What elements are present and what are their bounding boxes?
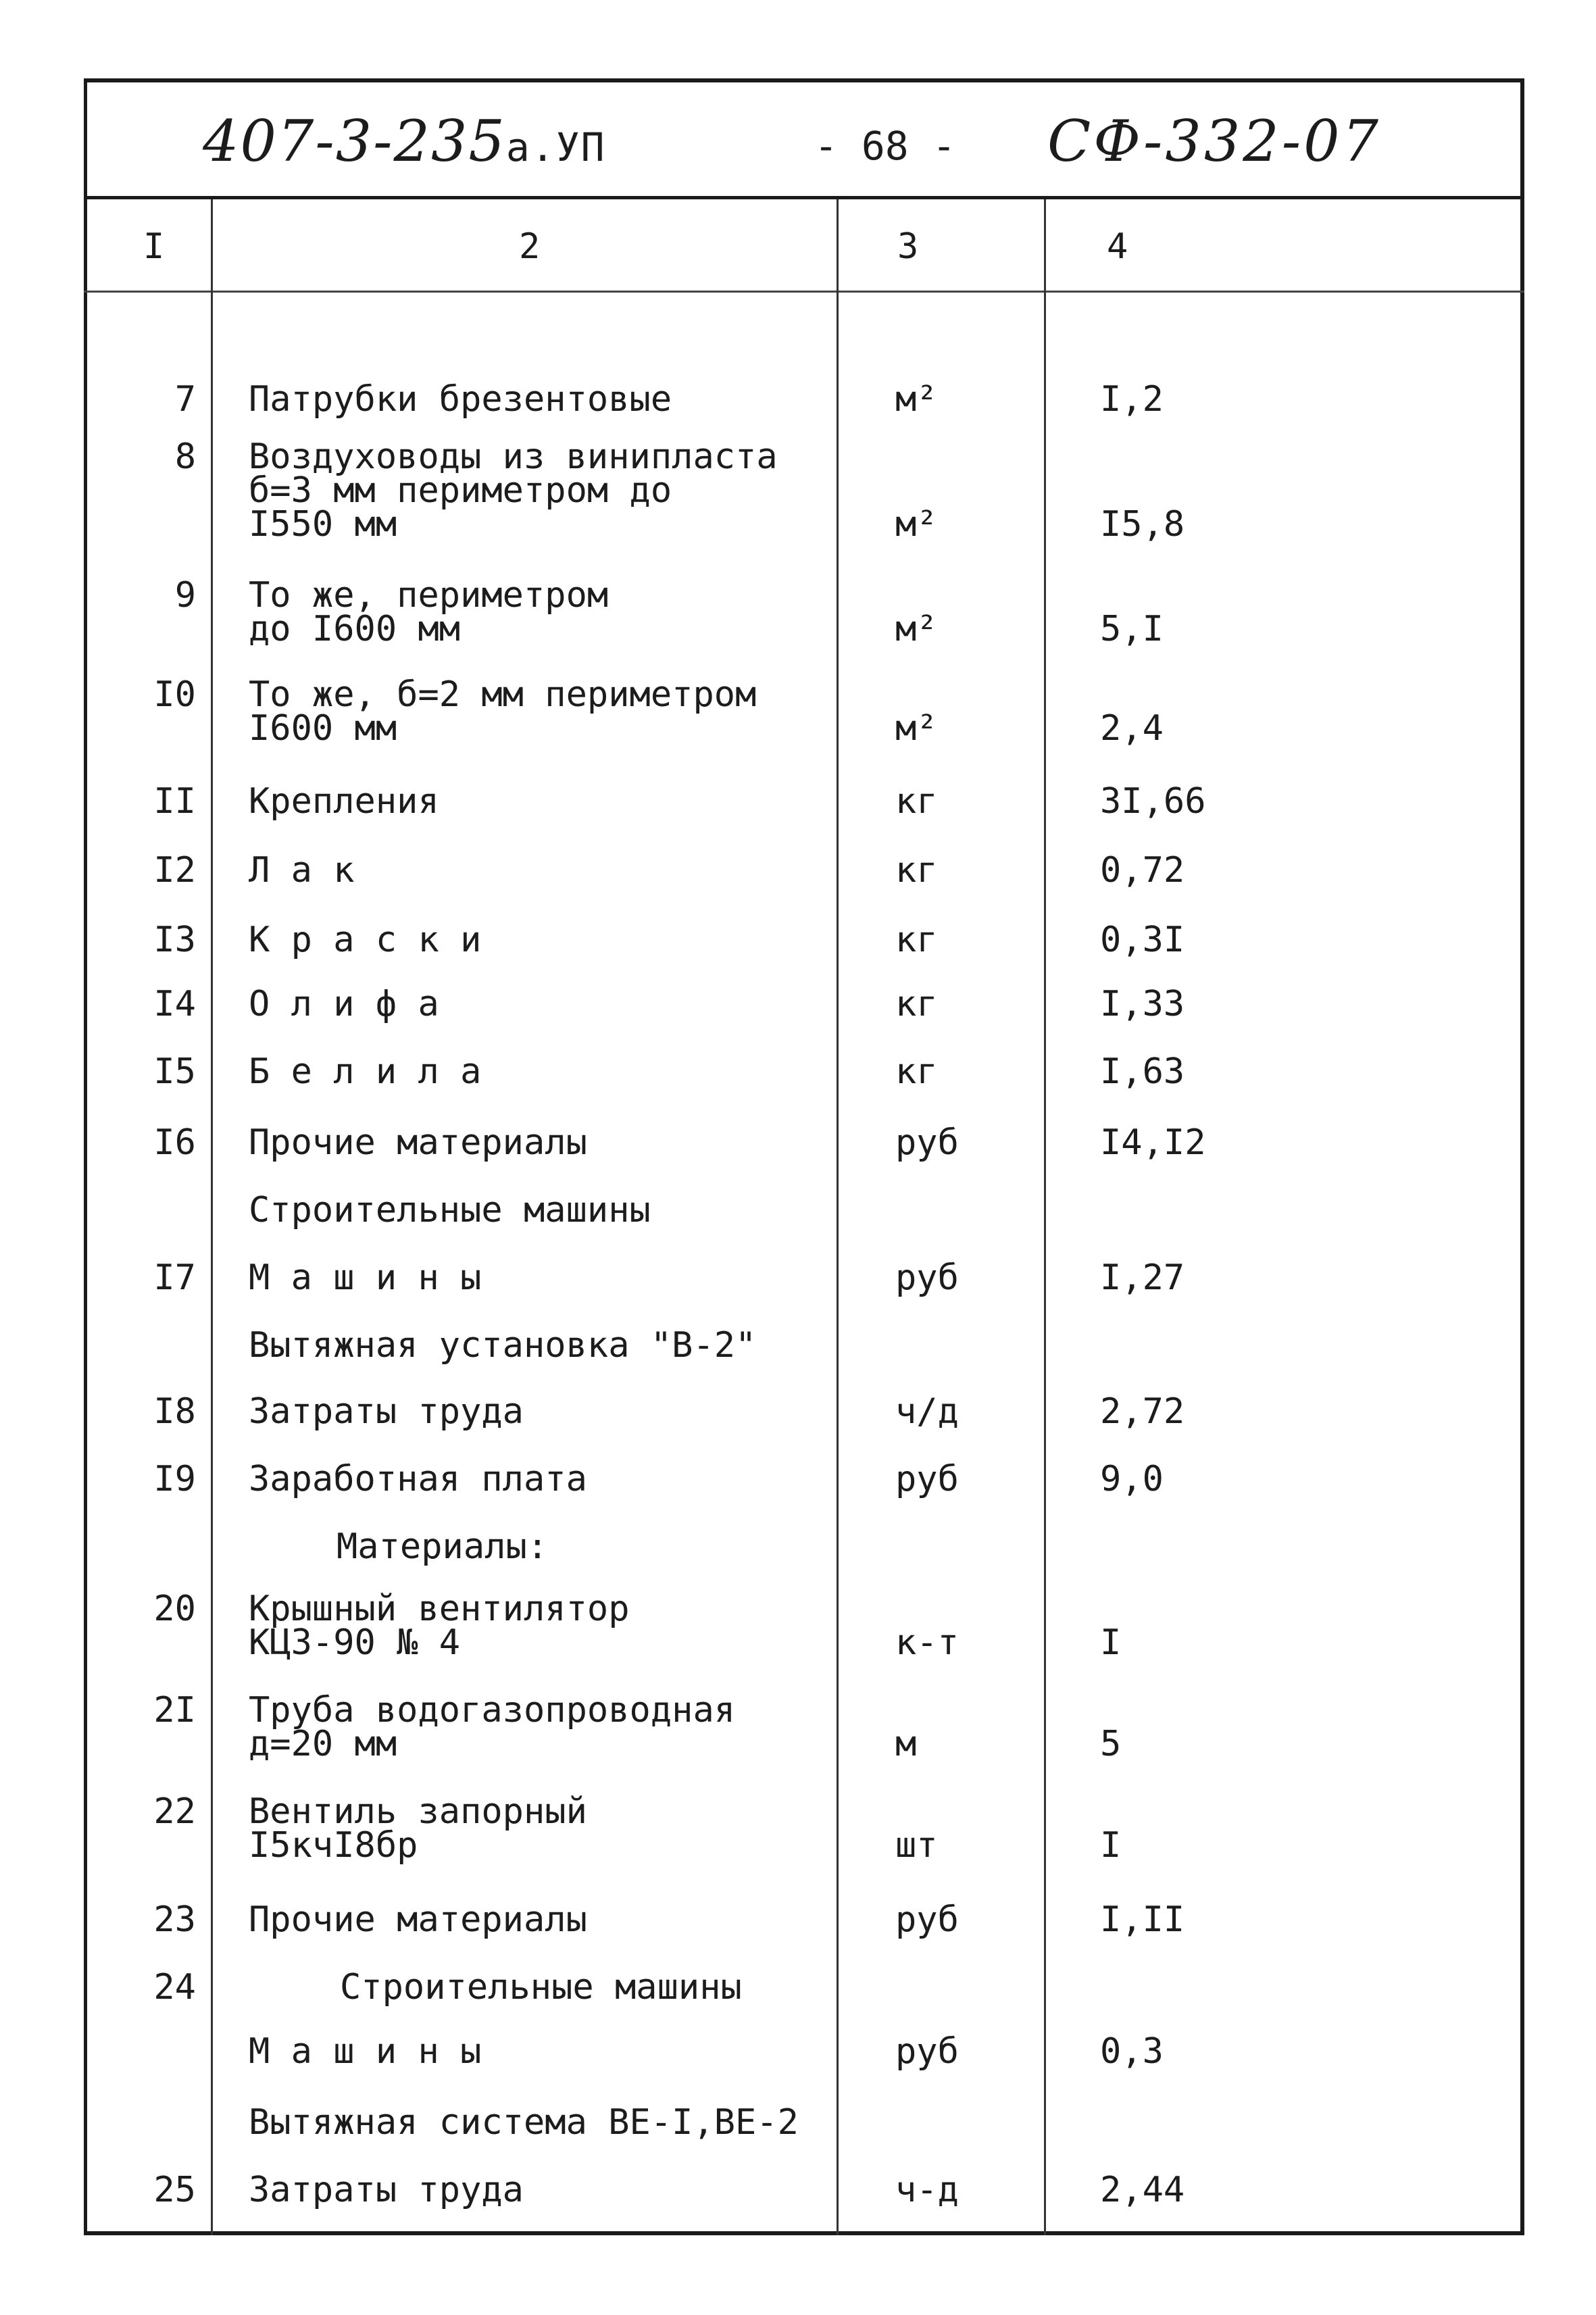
column-header-3: 3 bbox=[897, 226, 919, 267]
row-unit: шт bbox=[895, 1825, 938, 1866]
row-quantity: I bbox=[1100, 1622, 1122, 1663]
row-number: I5 bbox=[153, 1051, 196, 1092]
row-number: I7 bbox=[153, 1258, 196, 1298]
row-unit: ч-д bbox=[895, 2170, 959, 2210]
row-number: II bbox=[153, 781, 196, 822]
row-description-line: Прочие материалы bbox=[249, 1122, 587, 1163]
row-description-line: Крепления bbox=[249, 781, 439, 822]
row-number: I8 bbox=[153, 1391, 196, 1432]
document-code bbox=[203, 108, 606, 174]
row-quantity: I5,8 bbox=[1100, 504, 1185, 545]
row-quantity: I,63 bbox=[1100, 1051, 1185, 1092]
row-description-line: Вентиль запорный bbox=[249, 1791, 587, 1832]
row-description-line: Затраты труда bbox=[249, 1391, 524, 1432]
row-unit: к-т bbox=[895, 1622, 959, 1663]
row-quantity: 0,72 bbox=[1100, 850, 1185, 891]
row-description-line: I600 мм bbox=[249, 708, 397, 749]
row-quantity: I,27 bbox=[1100, 1258, 1185, 1298]
row-unit: руб bbox=[895, 1258, 959, 1298]
row-quantity: I4,I2 bbox=[1100, 1122, 1206, 1163]
row-unit: м² bbox=[895, 379, 938, 420]
row-description-line: Труба водогазопроводная bbox=[249, 1690, 736, 1731]
row-description-line: М а ш и н ы bbox=[249, 1258, 482, 1298]
row-unit: ч/д bbox=[895, 1391, 959, 1432]
row-description-line: Материалы: bbox=[336, 1526, 549, 1567]
row-unit: м² bbox=[895, 708, 938, 749]
row-number: 7 bbox=[174, 379, 196, 420]
row-number: I4 bbox=[153, 984, 196, 1024]
row-number: I3 bbox=[153, 920, 196, 960]
row-description-line: К р а с к и bbox=[249, 920, 482, 960]
column-header-1: I bbox=[143, 226, 165, 267]
row-quantity: I,2 bbox=[1100, 379, 1164, 420]
row-unit: кг bbox=[895, 850, 938, 891]
row-description-line: Б е л и л а bbox=[249, 1051, 482, 1092]
row-quantity: I,II bbox=[1100, 1899, 1185, 1940]
page-number: - 68 - bbox=[814, 123, 956, 169]
row-quantity: 2,72 bbox=[1100, 1391, 1185, 1432]
row-quantity: 2,44 bbox=[1100, 2170, 1185, 2210]
row-description-line: О л и ф а bbox=[249, 984, 439, 1024]
row-description-line: Воздуховоды из винипласта bbox=[249, 437, 778, 477]
row-description-line: I550 мм bbox=[249, 504, 397, 545]
row-number: 9 bbox=[174, 575, 196, 616]
row-number: I2 bbox=[153, 850, 196, 891]
row-description-line: Вытяжная установка "В-2" bbox=[249, 1325, 757, 1366]
row-description-line: Л а к bbox=[249, 850, 355, 891]
row-description-line: Строительные машины bbox=[340, 1967, 742, 2008]
row-number: I0 bbox=[153, 674, 196, 715]
column-divider-1 bbox=[211, 199, 213, 2235]
document-code-main: 407-3-235 bbox=[203, 108, 506, 174]
row-number: I9 bbox=[153, 1459, 196, 1499]
row-quantity: 9,0 bbox=[1100, 1459, 1164, 1499]
row-description-line: д=20 мм bbox=[249, 1724, 397, 1764]
row-number: 22 bbox=[153, 1791, 196, 1832]
row-quantity: 5 bbox=[1100, 1724, 1122, 1764]
row-unit: руб bbox=[895, 1459, 959, 1499]
row-number: I6 bbox=[153, 1122, 196, 1163]
row-quantity: I,33 bbox=[1100, 984, 1185, 1024]
row-unit: м² bbox=[895, 504, 938, 545]
row-quantity: 2,4 bbox=[1100, 708, 1164, 749]
row-quantity: I bbox=[1100, 1825, 1122, 1866]
row-description-line: М а ш и н ы bbox=[249, 2031, 482, 2072]
row-description-line: Строительные машины bbox=[249, 1190, 651, 1230]
document-code-suffix: а.УП bbox=[505, 124, 606, 170]
row-description-line: То же, периметром bbox=[249, 575, 609, 616]
row-quantity: 5,I bbox=[1100, 609, 1164, 649]
row-unit: м² bbox=[895, 609, 938, 649]
row-description-line: Вытяжная система ВЕ-I,ВЕ-2 bbox=[249, 2102, 799, 2143]
row-unit: м bbox=[895, 1724, 917, 1764]
row-unit: кг bbox=[895, 920, 938, 960]
row-description-line: Патрубки брезентовые bbox=[249, 379, 672, 420]
row-quantity: 0,3 bbox=[1100, 2031, 1164, 2072]
row-description-line: б=3 мм периметром до bbox=[249, 470, 672, 511]
row-description-line: Прочие материалы bbox=[249, 1899, 587, 1940]
row-unit: кг bbox=[895, 1051, 938, 1092]
column-header-4: 4 bbox=[1107, 226, 1128, 267]
row-description-line: до I600 мм bbox=[249, 609, 461, 649]
column-divider-2 bbox=[837, 199, 839, 2235]
row-unit: кг bbox=[895, 984, 938, 1024]
header-separator bbox=[84, 196, 1524, 199]
row-number: 23 bbox=[153, 1899, 196, 1940]
column-header-2: 2 bbox=[519, 226, 541, 267]
row-description-line: Затраты труда bbox=[249, 2170, 524, 2210]
row-unit: кг bbox=[895, 781, 938, 822]
row-unit: руб bbox=[895, 1122, 959, 1163]
row-number: 25 bbox=[153, 2170, 196, 2210]
sheet-code: СФ-332-07 bbox=[1047, 108, 1381, 174]
row-number: 2I bbox=[153, 1690, 196, 1731]
row-number: 24 bbox=[153, 1967, 196, 2008]
row-number: 20 bbox=[153, 1589, 196, 1629]
row-quantity: 3I,66 bbox=[1100, 781, 1206, 822]
column-divider-3 bbox=[1044, 199, 1046, 2235]
row-quantity: 0,3I bbox=[1100, 920, 1185, 960]
row-description-line: КЦЗ-90 № 4 bbox=[249, 1622, 461, 1663]
row-unit: руб bbox=[895, 1899, 959, 1940]
row-description-line: I5кчI8бр bbox=[249, 1825, 418, 1866]
row-description-line: То же, б=2 мм периметром bbox=[249, 674, 757, 715]
row-description-line: Крышный вентилятор bbox=[249, 1589, 630, 1629]
column-header-separator bbox=[84, 291, 1524, 293]
row-number: 8 bbox=[174, 437, 196, 477]
row-unit: руб bbox=[895, 2031, 959, 2072]
row-description-line: Заработная плата bbox=[249, 1459, 587, 1499]
